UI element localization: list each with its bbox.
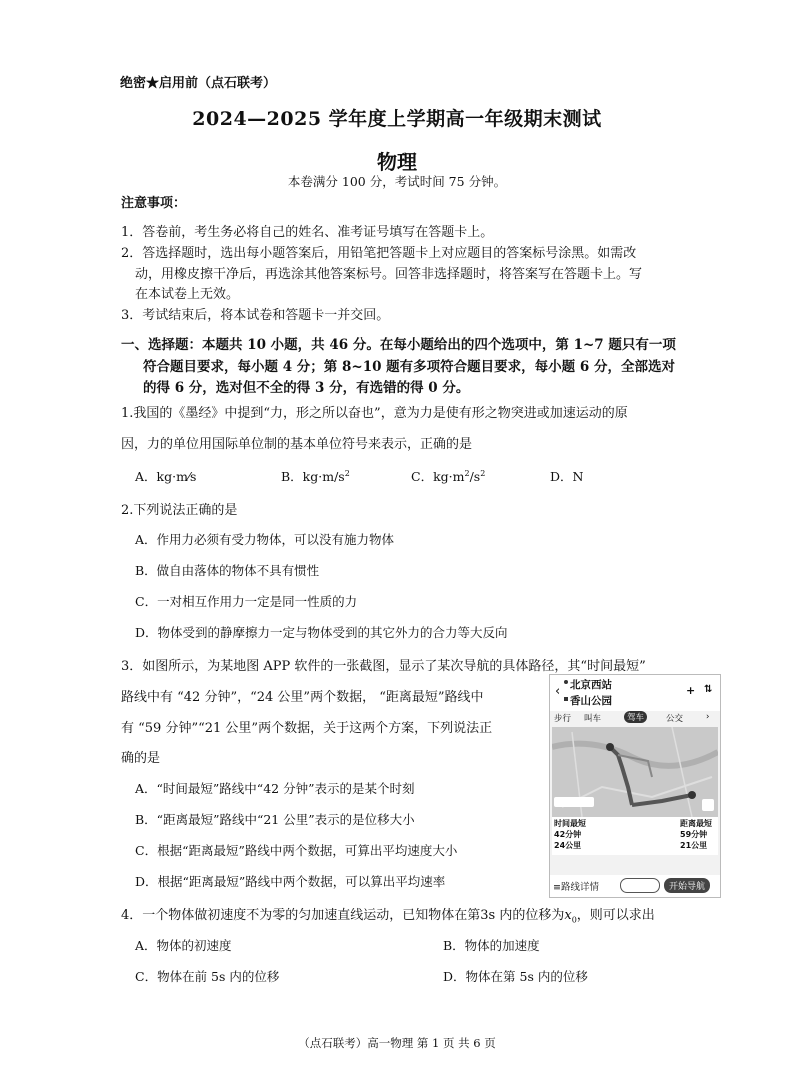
q1-option-b: B．$kg\cdot m/s^2$ bbox=[281, 468, 350, 484]
route-shortest-distance: 21公里 bbox=[680, 841, 708, 850]
map-routes-svg bbox=[552, 727, 718, 817]
map-route-header bbox=[550, 675, 720, 711]
route-fastest-label: 时间最短 bbox=[554, 819, 586, 828]
q1-option-a: A．kg·m⁄s bbox=[135, 469, 197, 484]
q1-stem-cont: 因，力的单位用国际单位制的基本单位符号来表示，正确的是 bbox=[121, 437, 473, 452]
q1-stem: 1.我国的《墨经》中提到“力，形之所以奋也”，意为力是使有形之物突进或加速运动的原 bbox=[121, 406, 628, 421]
q3-stem-cont2: 有 “59 分钟”“21 公里”两个数据，关于这两个方案，下列说法正 bbox=[121, 721, 493, 736]
q3-stem: 3．如图所示，为某地图 APP 软件的一张截图，显示了某次导航的具体路径，其“时间最短” bbox=[121, 659, 646, 674]
q2-option-b: B．做自由落体的物体不具有惯性 bbox=[135, 563, 320, 578]
mode-bus: 公交 bbox=[666, 714, 684, 724]
swap-icon: ⇅ bbox=[704, 684, 713, 695]
map-origin: 北京西站 bbox=[570, 679, 612, 691]
map-image bbox=[552, 727, 718, 817]
confidential-tag: 绝密★启用前（点石联考） bbox=[120, 76, 277, 91]
q4-option-b: B．物体的加速度 bbox=[443, 938, 540, 953]
q3-option-c: C．根据“距离最短”路线中两个数据，可算出平均速度大小 bbox=[135, 843, 458, 858]
radar-toggle-icon bbox=[620, 878, 660, 893]
q4-option-d: D．物体在第 5s 内的位移 bbox=[443, 969, 588, 984]
q3-stem-cont: 路线中有 “42 分钟”，“24 公里”两个数据， “距离最短”路线中 bbox=[121, 690, 484, 705]
notice-heading: 注意事项： bbox=[121, 196, 187, 211]
score-line: 本卷满分 100 分，考试时间 75 分钟。 bbox=[287, 174, 507, 189]
q4-option-c: C．物体在前 5s 内的位移 bbox=[135, 969, 280, 984]
mode-walk: 步行 bbox=[554, 714, 572, 724]
map-app-figure bbox=[549, 674, 721, 898]
q3-stem-cont3: 确的是 bbox=[121, 751, 161, 766]
route-fastest-distance: 24公里 bbox=[554, 841, 582, 850]
route-shortest-time: 59分钟 bbox=[680, 830, 708, 839]
q4-option-a: A．物体的初速度 bbox=[135, 938, 232, 953]
section-heading-cont: 符合题目要求，每小题 4 分；第 8~10 题有多项符合题目要求，每小题 6 分，全部选对 bbox=[143, 359, 675, 375]
notice-item-2: 2．答选择题时，选出每小题答案后，用铅笔把答题卡上对应题目的答案标号涂黑。如需改 bbox=[121, 246, 637, 261]
q2-option-d: D．物体受到的静摩擦力一定与物体受到的其它外力的合力等大反向 bbox=[135, 625, 508, 640]
q3-option-a: A．“时间最短”路线中“42 分钟”表示的是某个时刻 bbox=[135, 781, 415, 796]
mode-taxi: 叫车 bbox=[584, 714, 602, 724]
section-heading: 一、选择题：本题共 10 小题，共 46 分。在每小题给出的四个选项中，第 1~7 题只有一项 bbox=[121, 337, 676, 353]
notice-item-2-cont: 动，用橡皮擦干净后，再选涂其他答案标号。回答非选择题时，将答案写在答题卡上。写 bbox=[135, 267, 643, 282]
q2-option-a: A．作用力必须有受力物体，可以没有施力物体 bbox=[135, 532, 395, 547]
add-stop-icon: + bbox=[686, 684, 696, 697]
map-bottom-bar bbox=[550, 875, 720, 897]
notice-item-2-cont2: 在本试卷上无效。 bbox=[135, 287, 240, 302]
mode-drive: 驾车 bbox=[624, 711, 647, 723]
q1-option-c: C．$kg\cdot m^2/s^2$ bbox=[411, 468, 486, 484]
route-options bbox=[552, 817, 718, 855]
page-footer: （点石联考）高一物理 第 1 页 共 6 页 bbox=[298, 1036, 496, 1050]
q3-option-b: B．“距离最短”路线中“21 公里”表示的是位移大小 bbox=[135, 812, 415, 827]
section-heading-cont2: 的得 6 分，选对但不全的得 3 分，有选错的得 0 分。 bbox=[143, 380, 470, 396]
end-marker-icon bbox=[564, 697, 568, 701]
notice-item-3: 3．考试结束后，将本试卷和答题卡一并交回。 bbox=[121, 308, 390, 323]
q3-option-d: D．根据“距离最短”路线中两个数据，可以算出平均速率 bbox=[135, 874, 446, 889]
notice-item-1: 1．答卷前，考生务必将自己的姓名、准考证号填写在答题卡上。 bbox=[121, 225, 494, 240]
subject-title: 物理 bbox=[377, 150, 417, 174]
map-destination: 香山公园 bbox=[570, 695, 612, 707]
start-dot-icon bbox=[564, 680, 568, 684]
route-details-link: ≡路线详情 bbox=[553, 882, 599, 893]
start-navigation-button: 开始导航 bbox=[664, 878, 710, 893]
more-icon: › bbox=[706, 712, 710, 722]
map-mode-tabs bbox=[550, 711, 720, 725]
q2-stem: 2.下列说法正确的是 bbox=[121, 503, 238, 518]
route-shortest-label: 距离最短 bbox=[680, 819, 712, 828]
q1-option-d: D．N bbox=[550, 469, 584, 484]
q4-stem: 4．一个物体做初速度不为零的匀加速直线运动，已知物体在第3s 内的位移为$x_0$，则可以求出 bbox=[121, 908, 655, 925]
q2-option-c: C．一对相互作用力一定是同一性质的力 bbox=[135, 594, 358, 609]
back-arrow-icon: ‹ bbox=[555, 684, 561, 699]
exam-title: 2024—2025 学年度上学期高一年级期末测试 bbox=[192, 108, 602, 130]
route-fastest-time: 42分钟 bbox=[554, 830, 582, 839]
